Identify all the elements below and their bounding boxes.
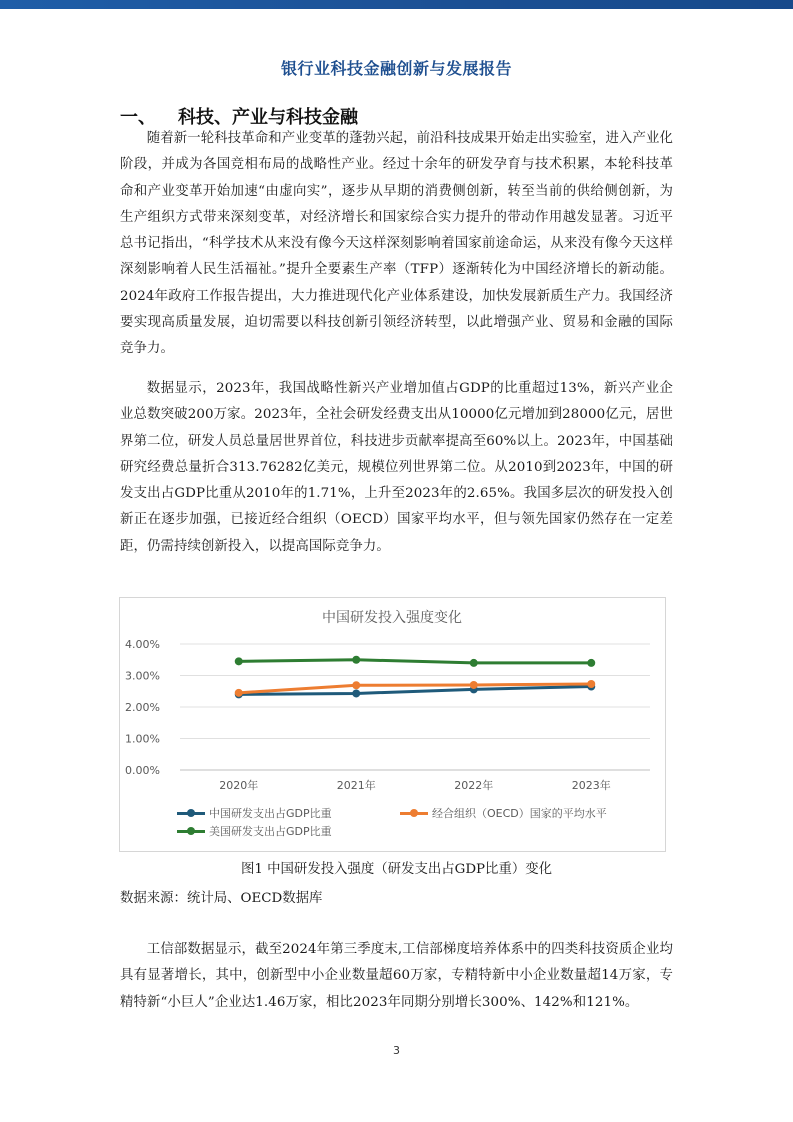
header-accent-bar [0,0,793,9]
legend-label: 经合组织（OECD）国家的平均水平 [432,807,607,820]
legend-swatch [400,808,428,818]
x-tick-label: 2023年 [571,779,611,792]
figure-source: 数据来源：统计局、OECD数据库 [120,891,323,906]
legend-label: 中国研发支出占GDP比重 [209,807,332,820]
legend-swatch-dot [187,809,195,817]
body-paragraph-1: 随着新一轮科技革命和产业变革的蓬勃兴起，前沿科技成果开始走出实验室，进入产业化阶段，并成为各国竞相布局的战略性产业。经过十余年的研发孕育与技术积累，本轮科技革命和产业变革开始加速“由虚向实”，逐步从早期的消费侧创新，转至当前的供给侧创新，为生产组织方式带来深刻变革，对经济增长和国家综合实力提升的带动作用越发显著。习近平总书记指出，“科学技术从来没有像今天这样深刻影响着国家前途命运，从来没有像今天这样深刻影响着人民生活福祉。”提升全要素生产率（TFP）逐渐转化为中国经济增长的新动能。2024年政府工作报告提出，大力推进现代化产业体系建设，加快发展新质生产力。我国经济要实现高质量发展，迫切需要以科技创新引领经济转型，以此增强产业、贸易和金融的国际竞争力。 [120,131,673,357]
x-tick-label: 2020年 [219,779,259,792]
section-number: 一、 [120,107,156,128]
section-title: 科技、产业与科技金融 [178,107,358,128]
legend-swatch-dot [410,809,418,817]
chart-title: 中国研发投入强度变化 [322,610,462,626]
x-tick-label: 2022年 [454,779,494,792]
chart-legend [120,598,665,851]
page-number: 3 [393,1044,400,1057]
document-title: 银行业科技金融创新与发展报告 [280,59,512,78]
y-tick-label: 3.00% [125,669,160,683]
y-tick-label: 4.00% [125,638,160,651]
legend-item [400,805,607,821]
y-tick-label: 0.00% [125,764,160,777]
y-tick-label: 2.00% [125,701,160,714]
legend-swatch-dot [187,827,195,835]
body-paragraph-3: 工信部数据显示，截至2024年第三季度末,工信部梯度培养体系中的四类科技资质企业均具有显著增长，其中，创新型中小企业数量超60万家，专精特新中小企业数量超14万家，专精特新“小巨人”企业达1.46万家，相比2023年同期分别增长300%、142%和121%。 [120,942,673,1010]
figure-caption: 图1 中国研发投入强度（研发支出占GDP比重）变化 [240,862,553,877]
y-tick-label: 1.00% [125,732,160,746]
legend-item [177,823,332,839]
legend-item [177,805,332,821]
chart-container [119,597,666,852]
legend-swatch [177,826,205,836]
legend-swatch [177,808,205,818]
legend-label: 美国研发支出占GDP比重 [209,825,332,838]
body-paragraph-2: 数据显示，2023年，我国战略性新兴产业增加值占GDP的比重超过13%，新兴产业企业总数突破200万家。2023年，全社会研发经费支出从10000亿元增加到28000亿元，居世界第二位，研发人员总量居世界首位，科技进步贡献率提高至60%以上。2023年，中国基础研究经费总量折合313.76282亿美元，规模位列世界第二位。从2010到2023年，中国的研发支出占GDP比重从2010年的1.71%，上升至2023年的2.65%。我国多层次的研发投入创新正在逐步加强，已接近经合组织（OECD）国家平均水平，但与领先国家仍然存在一定差距，仍需持续创新投入，以提高国际竞争力。 [120,381,673,554]
x-tick-label: 2021年 [336,779,376,792]
